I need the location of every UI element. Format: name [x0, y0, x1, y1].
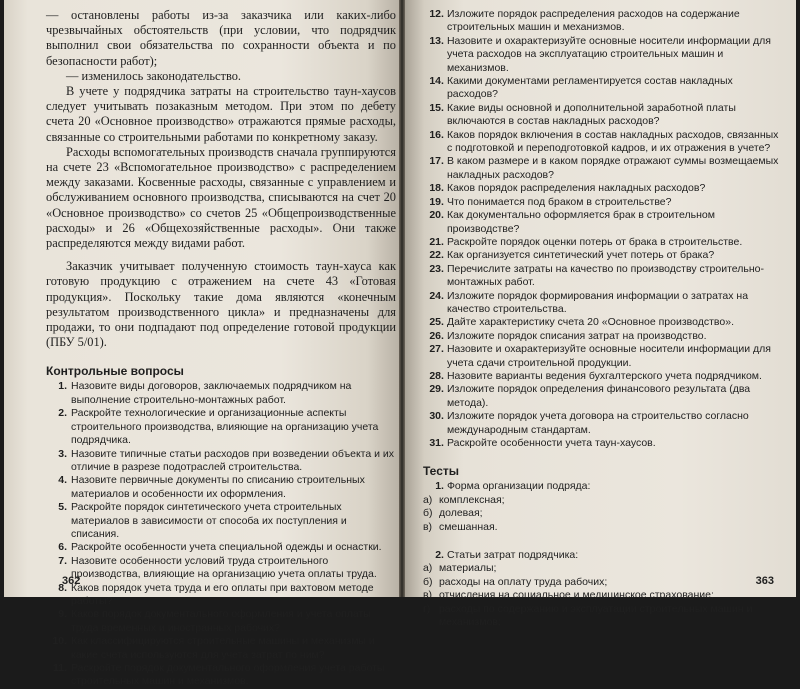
paragraph: Расходы вспомогательных производств сначала группируются на счете 23 «Вспомогательное производство» с распределением между заказами. Косвенные расходы, связанные с управлением и обслуживанием основного производства, списываются на счет 20 «Основное производство» со счетов 25 «Общепроизводственные расходы» и 26 «Общехозяйственные расходы». Они также распределяются между видами работ.: [46, 144, 396, 251]
paragraph: Заказчик учитывает полученную стоимость таун-хауса как готовую продукцию с отражением на счете 43 «Готовая продукция». Поскольку такие дома являются «конечным результатом производственного цикла» и предназначены для продажи, то они подпадают под определение готовой продукции (ПБУ 5/01).: [46, 259, 396, 350]
list-item: 5. Раскройте порядок синтетического учета строительных материалов в зависимости от способа их поступления и списания.: [58, 501, 347, 540]
list-item: г) расходы по содержанию и эксплуатации строительных машин и механизмов;: [422, 602, 753, 629]
list-item: 10. Как классифицируются строительные машины и механизмы и какие счета используются для учета затрат по ним?: [52, 635, 375, 661]
list-item: 25. Дайте характеристику счета 20 «Основное производство».: [429, 316, 734, 329]
test-question: 2. Статьи затрат подрядчика:: [435, 548, 579, 561]
right-page-column: [423, 8, 783, 630]
list-item: 8. Каков порядок учета труда и его оплаты при вахтовом методе работы?: [58, 581, 374, 607]
list-item: в) смешанная.: [422, 521, 498, 533]
paragraph: — остановлены работы из-за заказчика или каких-либо чрезвычайных обстоятельств (при условии, что подрядчик выполнил свои обязательства по сохранности объекта и по безопасности работ);: [46, 8, 396, 68]
list-item: в) отчисления на социальное и медицинское страхование;: [422, 589, 714, 602]
paragraph: В учете у подрядчика затраты на строительство таун-хаусов следует учитывать позаказным методом. При этом по дебету счета 20 «Основное производство» отражаются прямые расходы, связанные со строительными работами по конкретному заказу.: [46, 84, 396, 144]
book-spread: [4, 0, 796, 688]
list-item: б) долевая;: [422, 507, 483, 520]
list-item: 20. Как документально оформляется брак в строительном производстве?: [429, 209, 715, 235]
list-item: а) материалы;: [422, 562, 497, 574]
section-heading: Контрольные вопросы: [46, 364, 184, 379]
test-options: [423, 494, 783, 535]
list-item: 9. Каков порядок документального оформления и учета оплаты труда временных и иностранных рабочих?: [58, 608, 371, 634]
list-item: 27. Назовите и охарактеризуйте основные носители информации для учета сдачи строительной продукции.: [429, 343, 771, 369]
paragraph: — изменилось законодательство.: [66, 68, 242, 83]
list-item: 4. Назовите первичные документы по списанию строительных материалов и особенности их оформления.: [58, 474, 365, 500]
list-item: 17. В каком размере и в каком порядке отражают суммы возмещаемых накладных расходов?: [429, 155, 779, 181]
list-item: 14. Какими документами регламентируется состав накладных расходов?: [429, 75, 733, 101]
list-item: 15. Какие виды основной и дополнительной заработной платы включаются в состав накладных расходов?: [429, 101, 736, 128]
list-item: 18. Каков порядок распределения накладных расходов?: [429, 182, 706, 195]
left-page-column: [46, 8, 396, 689]
page-number: 362: [62, 575, 81, 587]
list-item: 2. Раскройте технологические и организационные аспекты строительного производства, влияющие на организацию учета подрядчика.: [58, 407, 379, 447]
list-item: 6. Раскройте особенности учета специальной одежды и оснастки.: [58, 541, 382, 554]
list-item: 28. Назовите варианты ведения бухгалтерского учета подрядчиком.: [429, 369, 762, 382]
list-item: 7. Назовите особенности условий труда строительного производства, влияющие на организацию учета оплаты труда.: [58, 554, 377, 581]
list-item: 23. Перечислите затраты на качество по производству строительно-монтажных работ.: [429, 262, 764, 289]
list-item: 24. Изложите порядок формирования информации о затратах на качество строительства.: [429, 289, 749, 315]
list-item: а) комплексная;: [422, 493, 505, 506]
list-item: 3. Назовите типичные статьи расходов при возведении объекта и их отличие в разрезе подотраслей строительства.: [58, 447, 395, 473]
list-item: б) расходы на оплату труда рабочих;: [422, 575, 608, 588]
list-item: 26. Изложите порядок списания затрат на производство.: [429, 329, 707, 342]
test-question: 1. Форма организации подряда:: [435, 480, 591, 493]
page-number: 363: [755, 575, 774, 587]
list-item: 22. Как организуется синтетический учет потерь от брака?: [429, 249, 715, 262]
list-item: 11. Раскройте порядок документального оформления учета работы строительных машин и механизмов.: [52, 662, 385, 688]
list-item: 19. Что понимается под браком в строительстве?: [429, 195, 672, 208]
test-options: [423, 562, 783, 630]
control-questions-list-continued: [423, 8, 783, 450]
left-page: [4, 0, 399, 688]
list-item: 12. Изложите порядок распределения расходов на содержание строительных машин и механизмов.: [429, 8, 740, 34]
control-questions-list: [46, 380, 396, 688]
list-item: 21. Раскройте порядок оценки потерь от брака в строительстве.: [429, 235, 743, 248]
list-item: 31. Раскройте особенности учета таун-хаусов.: [429, 437, 656, 449]
list-item: 30. Изложите порядок учета договора на строительство согласно международным стандартам.: [429, 410, 749, 436]
list-item: 29. Изложите порядок определения финансового результата (два метода).: [429, 383, 751, 409]
list-item: 16. Каков порядок включения в состав накладных расходов, связанных с подготовкой и переподготовкой кадров, и их отражения в учете?: [429, 128, 779, 155]
tests-heading: Тесты: [422, 464, 459, 479]
list-item: 1. Назовите виды договоров, заключаемых подрядчиком на выполнение строительно-монтажных работ.: [58, 380, 352, 406]
right-page: [405, 0, 796, 629]
list-item: 13. Назовите и охарактеризуйте основные носители информации для учета расходов на эксплуатацию строительных машин и механизмов.: [429, 34, 771, 74]
